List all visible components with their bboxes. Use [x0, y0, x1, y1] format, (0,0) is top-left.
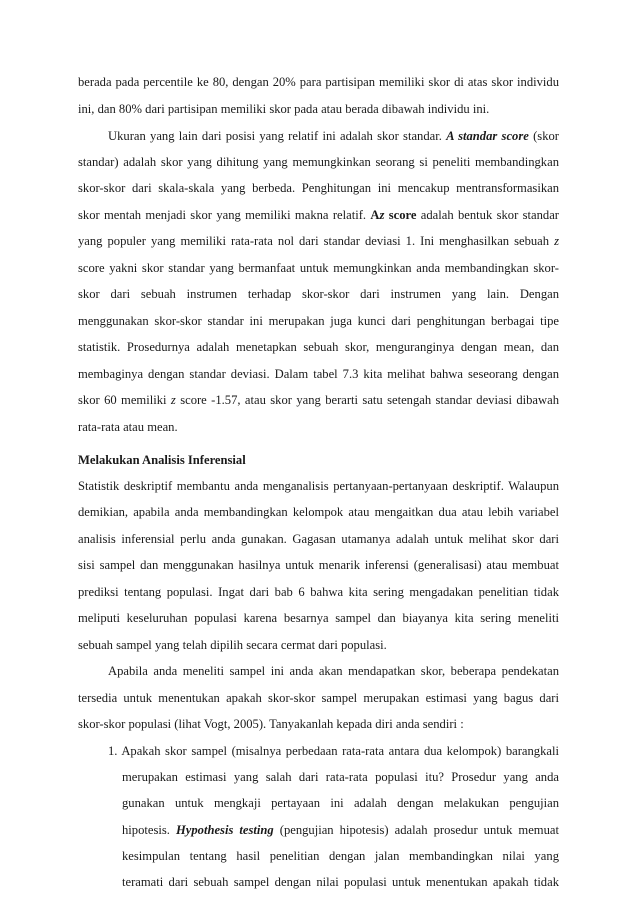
text-line: skor-skor populasi (lihat Vogt, 2005). Tanyakanlah kepada diri anda sendiri :	[78, 717, 464, 731]
list-item-line	[122, 822, 559, 838]
text-span: adalah bentuk skor standar	[420, 208, 559, 222]
text-line	[78, 392, 559, 408]
text-span: skor 60 memiliki	[78, 393, 167, 407]
term-hypothesis-testing: Hypothesis testing	[175, 823, 274, 837]
text-span: (pengujian hipotesis) adalah prosedur untuk memuat	[279, 823, 559, 837]
text-line: Statistik deskriptif membantu anda menganalisis pertanyaan-pertanyaan deskriptif. Walaupun	[78, 479, 559, 493]
text-line: sebuah sampel yang telah dipilih secara cermat dari populasi.	[78, 638, 387, 652]
text-span: hipotesis.	[122, 823, 170, 837]
text-span: (skor	[533, 129, 559, 143]
section-heading: Melakukan Analisis Inferensial	[78, 453, 246, 467]
italic-z: z	[554, 234, 559, 248]
text-line: meliputi keseluruhan populasi karena besarnya sampel dan biayanya kita sering meneliti	[78, 611, 559, 625]
text-line: berada pada percentile ke 80, dengan 20% para partisipan memiliki skor di atas skor individu	[78, 75, 559, 89]
list-item-line: kesimpulan tentang hasil penelitian dengan jalan membandingkan nilai yang	[122, 849, 559, 863]
text-span: yang populer yang memiliki rata-rata nol dari standar deviasi 1. Ini menghasilkan sebuah	[78, 234, 550, 248]
list-item-line: merupakan estimasi yang salah dari rata-rata populasi itu? Prosedur yang anda	[122, 770, 559, 784]
text-span: score -1.57, atau skor yang berarti satu setengah standar deviasi dibawah	[180, 393, 559, 407]
text-line: sisi sampel dan menggunakan hasilnya untuk menarik inferensi (generalisasi) atau membuat	[78, 558, 559, 572]
term-standar-score: A standar score	[446, 129, 529, 143]
text-line: analisis inferensial perlu anda gunakan. Gagasan utamanya adalah untuk melihat skor dari	[78, 532, 559, 546]
text-line: skor-skor dari skala-skala yang berbeda. Penghitungan ini mencakup mentransformasikan	[78, 181, 559, 195]
text-line: tersedia untuk menentukan apakah skor-skor sampel merupakan estimasi yang bagus dari	[78, 691, 559, 705]
term-z: z	[379, 208, 385, 222]
text-line: score yakni skor standar yang bermanfaat untuk memungkinkan anda membandingkan skor-	[78, 261, 559, 275]
text-line: Apabila anda meneliti sampel ini anda akan mendapatkan skor, beberapa pendekatan	[108, 664, 559, 678]
text-line	[78, 207, 559, 223]
term-a: A	[370, 208, 380, 222]
text-line: statistik. Prosedurnya adalah menetapkan sebuah skor, menguranginya dengan mean, dan	[78, 340, 559, 354]
text-line: menggunakan skor-skor standar ini merupakan juga kunci dari penghitungan berbagai tipe	[78, 314, 559, 328]
text-line: skor dari sebuah instrumen terhadap skor-skor dari instrumen yang lain. Dengan	[78, 287, 559, 301]
text-line: standar) adalah skor yang dihitung yang memungkinkan seorang si peneliti membandingkan	[78, 155, 559, 169]
text-span: skor mentah menjadi skor yang memiliki makna relatif.	[78, 208, 367, 222]
list-item-line: 1. Apakah skor sampel (misalnya perbedaan rata-rata antara dua kelompok) barangkali	[108, 744, 559, 758]
text-line: ini, dan 80% dari partisipan memiliki skor pada atau berada dibawah individu ini.	[78, 102, 490, 116]
text-line: rata-rata atau mean.	[78, 420, 178, 434]
text-line: membaginya dengan standar deviasi. Dalam tabel 7.3 kita melihat bahwa seseorang dengan	[78, 367, 559, 381]
text-line: prediksi tentang populasi. Ingat dari bab 6 bahwa kita sering mengadakan penelitian tidak	[78, 585, 559, 599]
text-line: demikian, apabila anda membandingkan kelompok atau mengaitkan dua atau lebih variabel	[78, 505, 559, 519]
text-line	[78, 233, 559, 249]
term-score: score	[388, 208, 417, 222]
list-item-line: gunakan untuk mengkaji pertayaan ini adalah dengan melakukan pengujian	[122, 796, 559, 810]
text-span: Ukuran yang lain dari posisi yang relatif ini adalah skor standar.	[108, 129, 442, 143]
text-line	[108, 128, 559, 144]
italic-z: z	[170, 393, 176, 407]
list-item-line: teramati dari sebuah sampel dengan nilai populasi untuk menentukan apakah tidak	[122, 875, 559, 889]
